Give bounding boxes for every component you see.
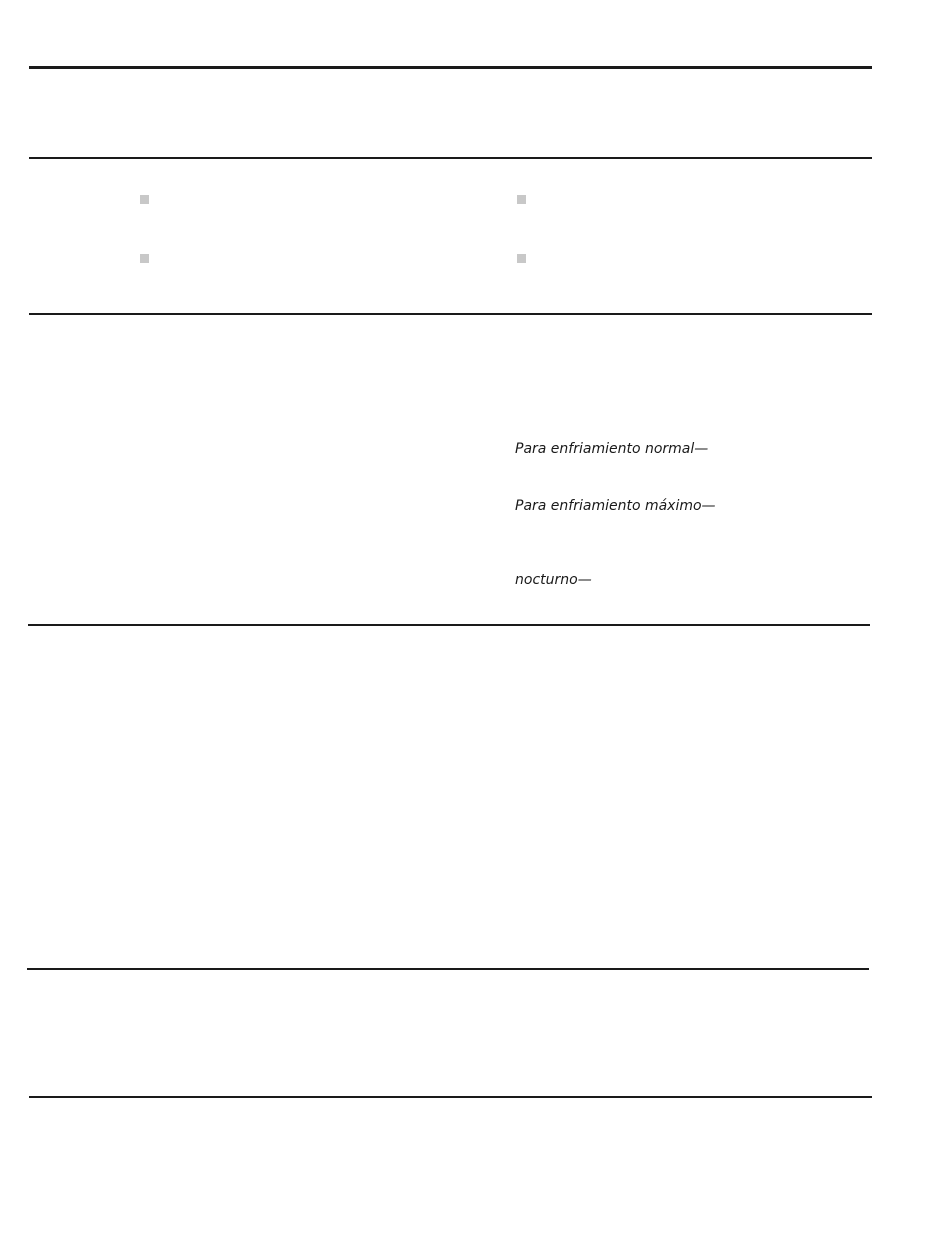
- bullet-marker-left-1: [140, 195, 149, 204]
- section-divider-4: [27, 968, 869, 970]
- section-divider-5: [29, 1096, 872, 1098]
- bullet-marker-left-2: [140, 254, 149, 263]
- normal-cooling-label: Para enfriamiento normal—: [515, 441, 709, 457]
- night-cooling-label: nocturno—: [515, 572, 592, 588]
- bullet-marker-right-1: [517, 195, 526, 204]
- maximum-cooling-label: Para enfriamiento máximo—: [515, 498, 716, 514]
- section-divider-1: [29, 157, 872, 159]
- section-divider-top: [29, 66, 872, 69]
- bullet-marker-right-2: [517, 254, 526, 263]
- section-divider-2: [29, 313, 872, 315]
- section-divider-3: [28, 624, 870, 626]
